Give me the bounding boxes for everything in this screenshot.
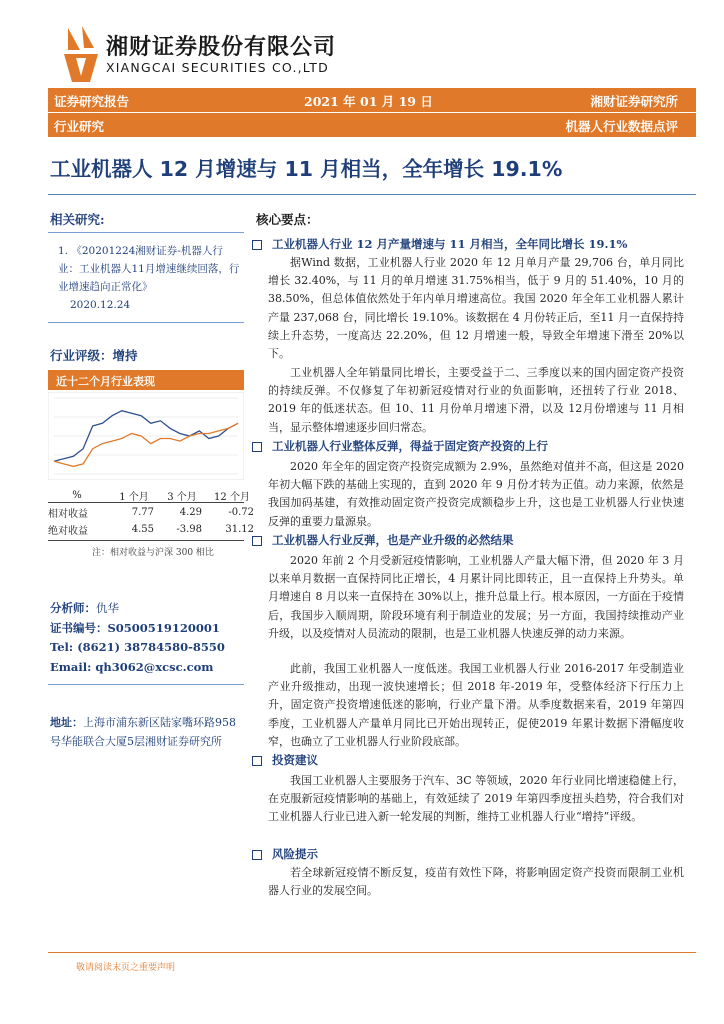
table-header-row: [44, 487, 258, 504]
rating-label: 行业评级：: [50, 348, 113, 363]
section-heading: 风险提示: [252, 846, 318, 862]
related-report-link[interactable]: 1. 《20201224湘财证券-机器人行业：工业机器人11月增速继续回落，行业增速趋向正常化》: [58, 245, 240, 293]
title-divider: [48, 194, 696, 195]
table-row: [44, 521, 258, 538]
contact-divider: [48, 684, 244, 685]
address-label: 地址：: [50, 716, 83, 729]
related-report-date: 2020.12.24: [70, 299, 131, 311]
row-label: 绝对收益: [48, 526, 88, 537]
tel-line: [50, 640, 225, 654]
report-date: 2021 年 01 月 19 日: [304, 94, 433, 109]
table-header-cell: 12 个月: [214, 492, 250, 503]
section-heading: 工业机器人行业 12 月产量增速与 11 月相当，全年同比增长 19.1%: [252, 236, 627, 252]
analyst-name: 仇华: [96, 601, 119, 615]
section-paragraph: 2020 年前 2 个月受新冠疫情影响，工业机器人产量大幅下滑，但 2020 年 3 月以来单月数据一直保持同比正增长，4 月累计同比即转正，且一直保持上升势头。单月增速自 8 月以来一直保持在 30%以上，推升总量上行。根本原因，一方面在于疫情后，我国步入顺周期，阶段环境有利于制造业的发展；另一方面，我国持续推动产业升级，以及疫情对人员流动的限制，也是工业机器人快速反弹的动力来源。: [268, 554, 684, 640]
table-cell: 4.29: [179, 507, 202, 518]
institute-name: 湘财证券研究所: [590, 94, 678, 109]
industry-rating: [50, 346, 138, 364]
email-link[interactable]: qh3062@xcsc.com: [95, 660, 214, 674]
related-divider-bottom: [48, 322, 244, 323]
page-title: 工业机器人 12 月增速与 11 月相当，全年增长 19.1%: [50, 157, 563, 181]
table-header-cell: 3 个月: [167, 492, 197, 503]
section-paragraph: 此前，我国工业机器人一度低迷。我国工业机器人行业 2016-2017 年受制造业产业升级推动，出现一波快速增长；但 2018 年-2019 年，受整体经济下行压力上升，固定资产投资增速低迷的影响，行业产量下滑。从季度数据来看，2019 年第四季度，工业机器人产量单月同比已开始出现转正，促使2019 年累计数据下滑幅度收窄，也确立了工业机器人行业阶段底部。: [268, 662, 684, 748]
section-heading: 工业机器人行业反弹，也是产业升级的必然结果: [252, 532, 514, 548]
related-divider: [48, 232, 244, 233]
perf-table-note: 注：相对收益与沪深 300 相比: [92, 548, 214, 558]
table-row: [44, 504, 258, 521]
section-paragraph: 我国工业机器人主要服务于汽车、3C 等领域，2020 年行业同比增速稳健上行，在克服新冠疫情影响的基础上，有效延续了 2019 年第四季度扭头趋势，符合我们对工业机器人行业已进入新一轮发展的判断，维持工业机器人行业“增持”评级。: [268, 774, 684, 824]
footer-disclaimer[interactable]: 敬请阅读末页之重要声明: [76, 963, 176, 973]
section-paragraph: 据Wind 数据，工业机器人行业 2020 年 12 月单月产量 29,706 台，单月同比增长 32.40%，与 11 月的单月增速 31.75%相当，低于 9 月的 51.40%，10 月的 38.50%，但总体值依然处于年内单月增速高位。我国 2020 年全年工业机器人累计产量 237,068 台，同比增长 19.10%。该数据在 4 月份转正后，至11 月一直保持持续上升态势，一度高达 22.20%，但 12 月增速一般，导致全年增速下滑至 20%以下。: [268, 256, 684, 361]
email-line: [50, 660, 213, 674]
section-paragraph: 2020 年全年的固定资产投资完成额为 2.9%，虽然绝对值并不高，但这是 2020 年初大幅下跌的基础上实现的，直到 2020 年 9 月份才转为正值。动力来源，依然是我国加码基建，有效推动固定资产投资完成额稳步上升，这也是工业机器人行业快速反弹的重要力量源泉。: [268, 460, 684, 528]
section-heading: 工业机器人行业整体反弹，得益于固定资产投资的上行: [252, 438, 548, 454]
header-bar-bottom: [48, 113, 696, 137]
core-points-title: 核心要点：: [256, 212, 319, 227]
table-header-cell: %: [72, 490, 82, 501]
checkbox-bullet-icon: [252, 442, 262, 452]
report-type: 证券研究报告: [54, 94, 130, 109]
tel-label: Tel:: [50, 640, 74, 654]
section-paragraph: 工业机器人全年销量同比增长，主要受益于二、三季度以来的国内固定资产投资的持续反弹。不仅修复了年初新冠疫情对行业的负面影响，还扭转了行业 2018、2019 年的低迷状态。但 10、11 月份单月增速下滑，以及 12月份增速与 11 月相当，显示整体增速逐步回归常态。: [268, 366, 684, 434]
performance-chart: [48, 392, 244, 480]
table-cell: 4.55: [131, 524, 154, 535]
checkbox-bullet-icon: [252, 536, 262, 546]
table-cell: -0.72: [228, 507, 254, 518]
section-heading: 投资建议: [252, 752, 318, 768]
cert-label: 证书编号：: [50, 621, 108, 635]
cert-value: S0500519120001: [107, 621, 220, 635]
chart-header: [48, 370, 244, 390]
table-cell: 31.12: [225, 524, 254, 535]
header-bar-top: [48, 88, 696, 112]
chart-title: 近十二个月行业表现: [56, 375, 155, 388]
table-header-cell: 1 个月: [119, 492, 149, 503]
report-category: 行业研究: [54, 119, 105, 134]
checkbox-bullet-icon: [252, 850, 262, 860]
footer-divider: [48, 952, 696, 953]
checkbox-bullet-icon: [252, 756, 262, 766]
company-name-cn: 湘财证券股份有限公司: [106, 35, 337, 60]
related-research-label: 相关研究:: [50, 212, 105, 227]
report-series: 机器人行业数据点评: [565, 119, 678, 134]
address-block: [50, 713, 246, 751]
analyst-line: [50, 600, 119, 616]
cert-line: [50, 620, 220, 636]
checkbox-bullet-icon: [252, 240, 262, 250]
company-logo-icon: [62, 24, 100, 84]
email-label: Email:: [50, 660, 92, 674]
address-value: 上海市浦东新区陆家嘴环路958号华能联合大厦5层湘财证券研究所: [50, 716, 236, 748]
analyst-label: 分析师：: [50, 601, 96, 615]
section-paragraph: 若全球新冠疫情不断反复，疫苗有效性下降，将影响固定资产投资而限制工业机器人行业的发展空间。: [268, 866, 684, 898]
tel-value: (8621) 38784580-8550: [77, 640, 225, 654]
table-cell: 7.77: [131, 507, 154, 518]
performance-table: [44, 487, 258, 538]
row-label: 相对收益: [48, 509, 88, 520]
rating-value: 增持: [112, 348, 138, 363]
company-name-en: XIANGCAI SECURITIES CO.,LTD: [106, 60, 329, 75]
perf-table-rule-bottom: [48, 540, 244, 541]
table-cell: -3.98: [176, 524, 202, 535]
